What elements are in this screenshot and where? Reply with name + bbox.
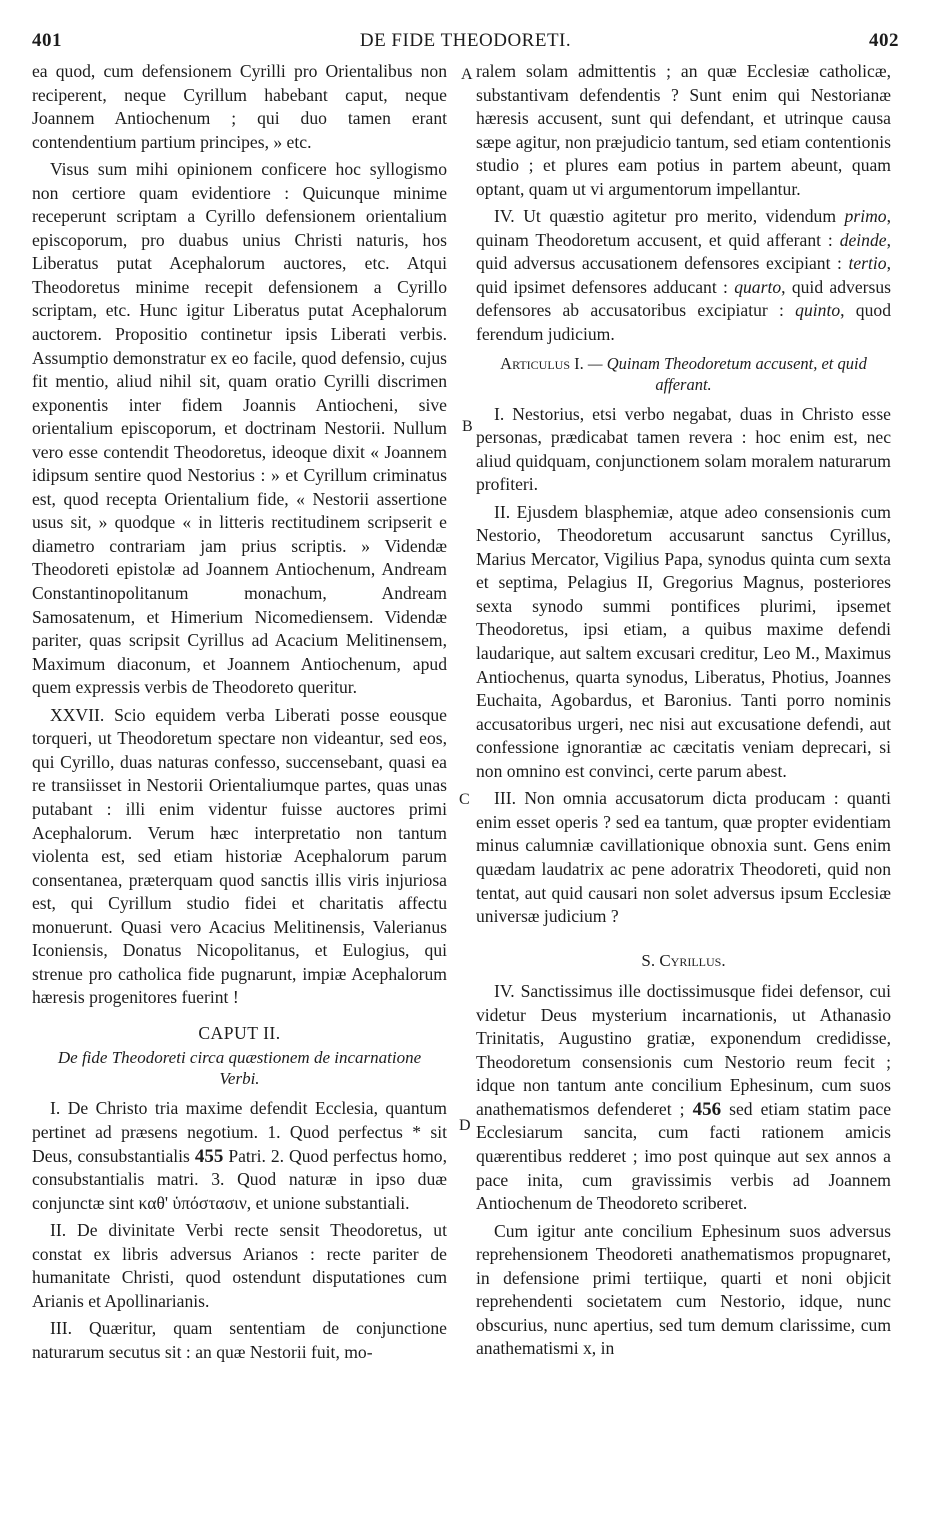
paragraph: III. Non omnia accusatorum dicta producam : quanti enim esset operis ? sed ea tantum, quæ propter evidentiam minus calumniæ cavillationique obnoxia sunt. Gens enim quædam laudatrix ac pene adoratrix Theodoreti, quid non tentat, aut quid causari non solet adversus ipsum Ecclesiæ universæ judicium ? [476,788,891,927]
paragraph [32,1097,447,1215]
text-run: Patri. 2. Quod perfectus homo, consubstantialis matri. 3. Quod naturæ in ipso duæ conjunctæ sint καθ' ὑπόστασιν, et unione substantiali. [32,1145,447,1213]
paragraph-xxvii: XXVII. Scio equidem verba Liberati posse eousque torqueri, ut Theodoretum spectare non videantur, sed eos, qui Cyrillo, duas naturas confesso, succensebant, quasi ea re transiisset in Nestorii Orientaliumque partes, quas unas putabant : illi enim videntur fuisse auctores primi Acephalorum. Verum hæc interpretatio non tantum violenta est, sed etiam historiæ Acephalorum parum consentanea, præterquam quod sanctis illis viris injuriosa est, qui Cyrillum studio fidei et charitatis affectu monuerunt. Quasi vero Acacius Melitinensis, Valerianus Iconiensis, Donatus Nicopolitanus, et Eulogius, qui strenue pro catholica fide pugnarunt, impiæ Acephalorum hæresis progenitores fuerint ! [32,704,447,1008]
text-run: sed etiam statim pace Ecclesiarum sancita, cum facti rationem amicis quærentibus redderet ; imo post quinque aut sex annos a pace inita, cum gravissimis verbis ad Joannem Antiochenum de Theodoreto scriberet. [476,1098,891,1214]
paragraph [476,980,891,1215]
text-run: IV. Sanctissimus ille doctissimusque fidei defensor, cui videtur Deus mysterium incarnationis, ut Athanasio Trinitatis, Augustino gratiæ, exponendum credidisse, Theodoretum consensionis cum Nestorio reum fecit ; idque non tantum ante concilium Ephesinum, cum suos anathematismos defenderet ; [476,981,891,1119]
emphasis: tertio [848,253,887,274]
right-column [476,60,891,1361]
running-title: DE FIDE THEODORETI. [359,30,572,51]
text-run: , quid adversus accusationem defensores excipiant : [476,229,891,274]
emphasis: quarto [734,276,782,297]
paragraph: ralem solam admittentis ; an quæ Ecclesiæ catholicæ, substantivam defendentis ? Sunt enim qui Nestorianæ hæresis accusent, sunt qui defendant, et utrinque causa sæpe agitur, non præjudicio tantum, sed etiam contentionis studio ; et plures eam potius in partem abeunt, quam optant, quam ut vi argumentorum impellantur. [476,61,891,199]
paragraph: III. Quæritur, quam sententiam de conjunctione naturarum secutus sit : an quæ Nestorii fuit, mo- [32,1318,447,1362]
chapter-subtitle: De fide Theodoreti circa quæstionem de incarnatione Verbi. [57,1048,422,1089]
article-heading [476,353,891,395]
paragraph: Cum igitur ante concilium Ephesinum suos adversus reprehensionem Theodoreti anathematismos propugnaret, in defensione primi tertiique, quarti et noni objicit reprehendenti societatem cum Nestorio, idque, nunc obscurius, nunc apertius, sed tum demum clarissime, cum anathematismi x, in [476,1220,891,1359]
text-run: , quid adversus defensores ab accusatoribus excipiatur : [476,276,891,321]
page-number-left: 401 [32,30,62,51]
text-run: IV. Ut quæstio agitetur pro merito, videndum [494,206,845,227]
column-number-marker: 455 [194,1145,224,1167]
margin-letter-b: B [462,418,473,435]
paragraph: II. Ejusdem blasphemiæ, atque adeo consensionis cum Nestorio, Theodoretum accusarunt sanctus Cyrillus, Marius Mercator, Vigilius Papa, synodus quinta cum sexta et septima, Pelagius II, Gregorius Magnus, posteriores sexta synodo summi pontifices plurimi, ipsemet Theodoretus, ipsi etiam, a quibus maxime defendi laudarique, aut saltem excusari creditur, Leo M., Maximus Antiochenus, quarta synodus, Liberatus, Photius, Joannes Euchaita, Agobardus, et Baronius. Tanti porro nominis accusatoribus urgeri, nec nisi aut excusatione defendi, aut confessione ignorantiæ ac cæcitatis veniam deprecari, si non omnino est convinci, certe parum abest. [476,501,891,781]
margin-letter-c: C [459,791,470,808]
margin-letter-d: D [459,1117,471,1134]
emphasis: deinde [839,229,887,250]
column-number-marker: 456 [692,1098,722,1120]
article-title: — Quinam Theodoretum accusent, et quid afferant. [587,353,867,394]
paragraph: II. De divinitate Verbi recte sensit Theodoretus, ut constat ex libris adversus Arianos : recte pariter de humanitate Christi, quod ostendunt disputationes cum Arianis et Apollinarianis. [32,1220,447,1311]
paragraph [476,205,891,346]
page-header [32,30,899,56]
left-column [32,60,447,1364]
page-number-right: 402 [869,30,899,51]
article-label: Articulus I. [500,353,584,373]
text-run: I. De Christo tria maxime defendit Ecclesia, quantum pertinet ad præsens negotium. 1. Quod perfectus * sit Deus, consubstantialis [32,1098,447,1166]
emphasis: quinto [795,300,841,321]
text-run: , quinam Theodoretum accusent, et quid afferant : [476,206,891,250]
text-run: , quod ferendum judicium. [476,300,891,345]
section-heading: S. Cyrillus. [641,950,726,970]
emphasis: primo [844,206,887,227]
margin-letter-a: A [461,66,473,83]
text-run: , quid ipsimet defensores adducant : [476,253,891,297]
paragraph: ea quod, cum defensionem Cyrilli pro Orientalibus non reciperent, neque Cyrillum habebant caput, neque Joannem Antiochenum ; qui duo tamen erant contendentium partium principes, » etc. [32,61,447,152]
paragraph: I. Nestorius, etsi verbo negabat, duas in Christo esse personas, prædicabat tamen revera : hoc enim est, nec aliud quidquam, conjunctionem solam moralem naturarum profiteri. [476,403,891,495]
paragraph: Visus sum mihi opinionem conficere hoc syllogismo non certiore quam evidentiore : Quicunque minime receperunt scriptam a Cyrillo defensionem orientalium episcoporum, pro duabus unius Christi naturis, hos Liberatus putat Acephalorum auctores, etc. Atqui Theodoretus minime recepit defensionem a Cyrillo scriptam, etc. Hunc igitur Liberatus putat Acephalorum auctorem. Propositio continetur ipsis Liberati verbis. Assumptio demonstratur ex eo facile, quod defensio, cujus fit mentio, aliud nihil sit, quam oratio Cyrilli discrimen exponentis inter fidem Joannis Antiocheni, sive orientalium episcoporum, et doctrinam Nestorii. Nullum vero esse contendit Theodoretus, ideoque dixit « Joannem idipsum sentire quod Nestorius : » et Cyrillum criminatus est, quod recepta Orientalium fide, « Nestorii assertione usus sit, » quodque « in litteris rectitudinem scripserit e diametro contrariam jam prius scriptis. » Videndæ Theodoreti epistolæ ad Joannem Antiochenum, Andream Constantinopolitanum monachum, Andream Samosatenum, et Himerium Nicomediensem. Videndæ pariter, quas scripsit Cyrillus ad Acacium Melitinensem, Maximum diaconum, et Joannem Antiochenum, apud quem expressis verbis de Theodoreto queritur. [32,159,447,698]
chapter-title: CAPUT II. [198,1022,281,1043]
